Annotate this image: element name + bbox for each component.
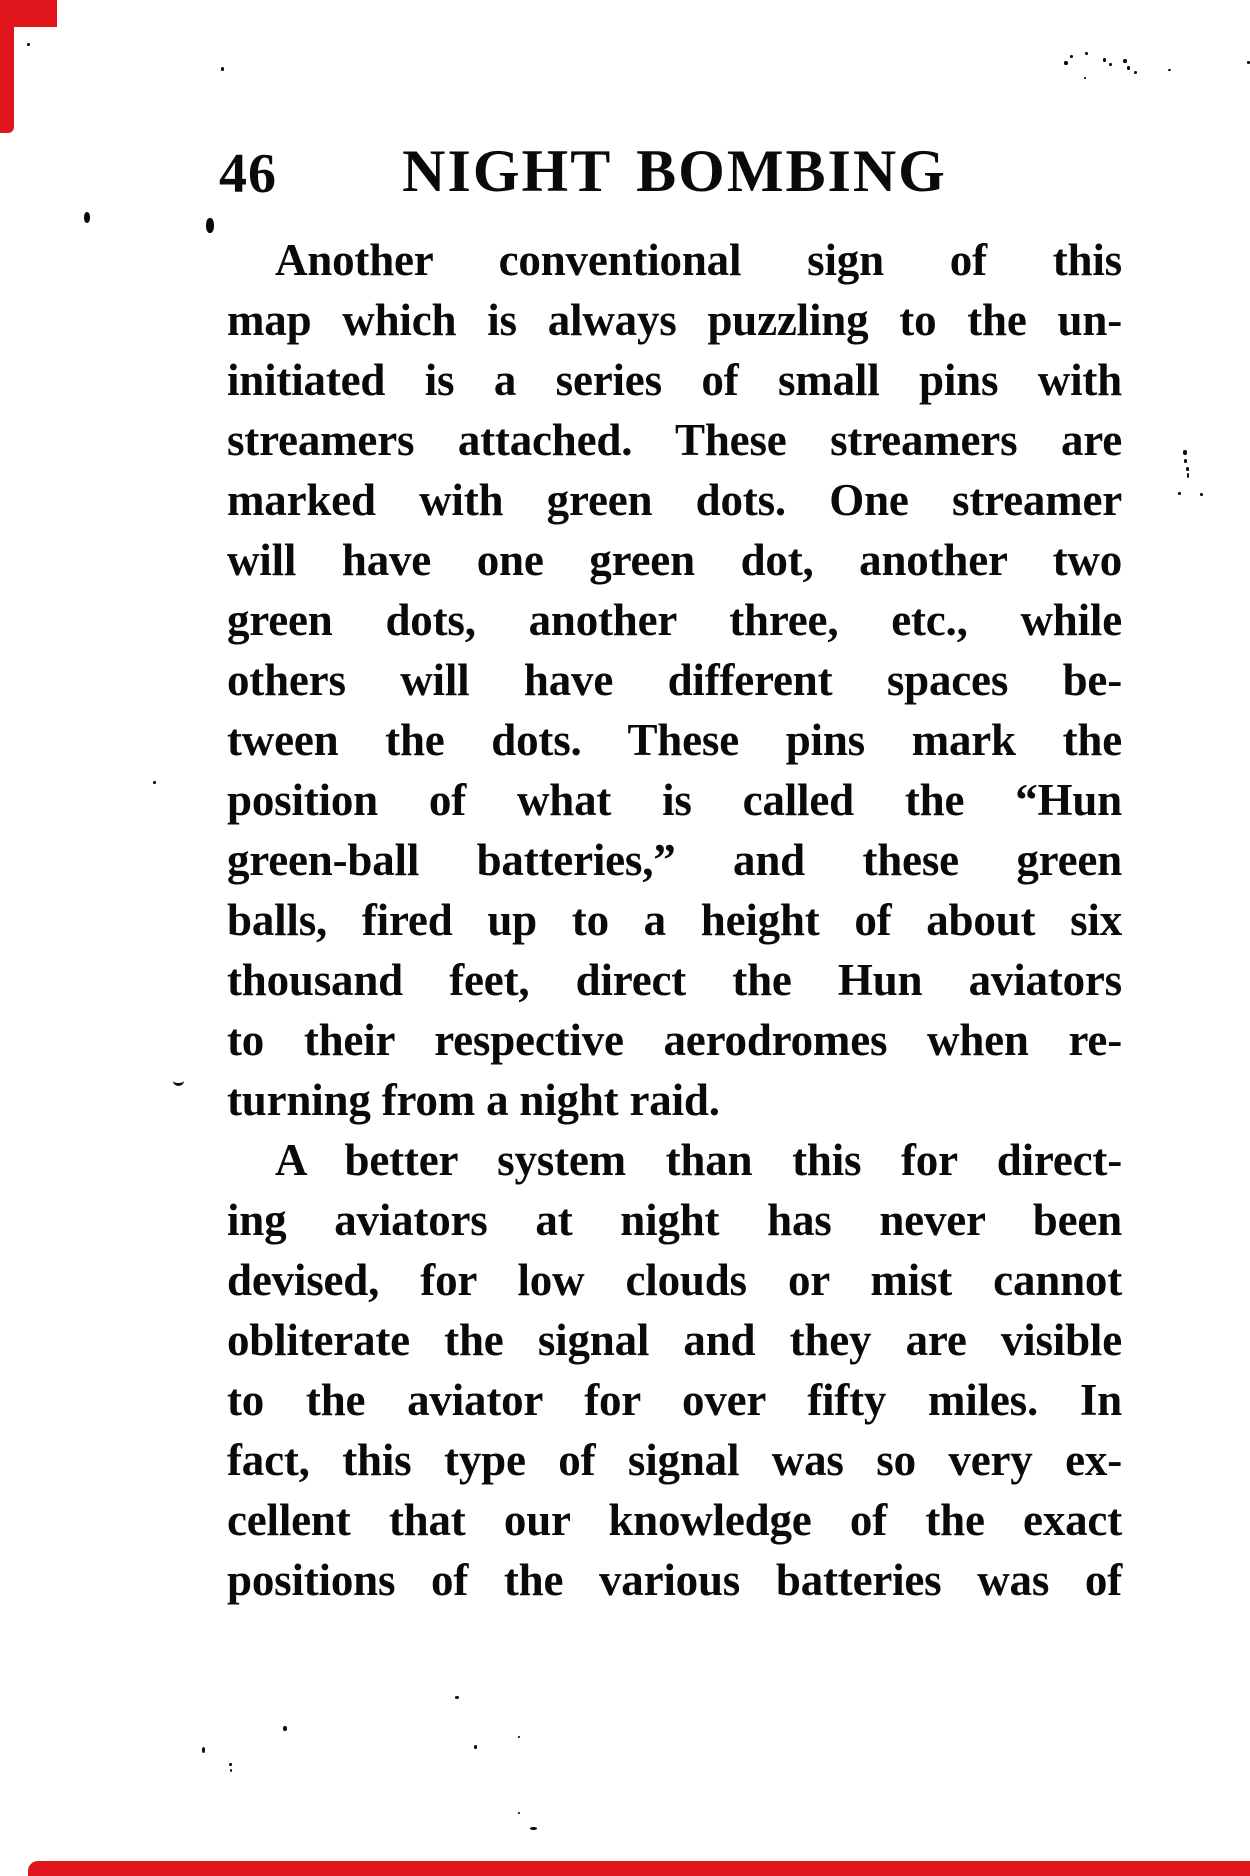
ink-speck — [1186, 467, 1189, 471]
text-line: streamers attached. These streamers are — [227, 415, 1122, 465]
ink-speck — [1134, 71, 1137, 74]
text-line: initiated is a series of small pins with — [227, 355, 1122, 405]
text-line: green-ball batteries,” and these green — [227, 835, 1122, 885]
text-line: ing aviators at night has never been — [227, 1195, 1122, 1245]
cover-edge-left — [0, 0, 14, 133]
ink-speck — [1085, 52, 1088, 55]
ink-speck — [530, 1827, 537, 1830]
text-line: balls, fired up to a height of about six — [227, 895, 1122, 945]
ink-speck — [1084, 77, 1086, 79]
ink-speck — [206, 218, 214, 233]
ink-speck — [518, 1812, 520, 1814]
ink-speck — [518, 1736, 520, 1738]
body-text — [227, 230, 1122, 1610]
ink-speck — [1123, 59, 1127, 63]
ink-speck — [153, 781, 156, 784]
text-line: map which is always puzzling to the un- — [227, 295, 1122, 345]
ink-speck — [1109, 63, 1112, 66]
text-line: position of what is called the “Hun — [227, 775, 1122, 825]
ink-speck — [1127, 66, 1130, 70]
text-line: to their respective aerodromes when re- — [227, 1015, 1122, 1065]
ink-speck — [1178, 492, 1181, 495]
ink-speck — [1187, 473, 1189, 478]
ink-speck — [1103, 58, 1106, 62]
ink-speck — [173, 1076, 184, 1086]
text-line: fact, this type of signal was so very ex- — [227, 1435, 1122, 1485]
ink-speck — [1200, 493, 1203, 496]
text-line: A better system than this for direct- — [275, 1135, 1122, 1185]
ink-speck — [455, 1696, 459, 1699]
text-line: tween the dots. These pins mark the — [227, 715, 1122, 765]
ink-speck — [1183, 450, 1187, 455]
ink-speck — [1168, 69, 1171, 71]
ink-speck — [283, 1726, 287, 1731]
page-number: 46 — [219, 143, 277, 205]
text-line: will have one green dot, another two — [227, 535, 1122, 585]
text-line: devised, for low clouds or mist cannot — [227, 1255, 1122, 1305]
cover-edge-bottom — [28, 1861, 1250, 1876]
text-line: marked with green dots. One streamer — [227, 475, 1122, 525]
ink-speck — [474, 1745, 477, 1749]
ink-speck — [1070, 55, 1073, 58]
ink-speck — [84, 212, 90, 223]
text-line: green dots, another three, etc., while — [227, 595, 1122, 645]
text-line: others will have different spaces be- — [227, 655, 1122, 705]
text-line: cellent that our knowledge of the exact — [227, 1495, 1122, 1545]
ink-speck — [229, 1763, 232, 1766]
ink-speck — [221, 67, 224, 71]
text-line: turning from a night raid. — [227, 1075, 720, 1125]
ink-speck — [1184, 459, 1187, 463]
text-line: positions of the various batteries was of — [227, 1555, 1122, 1605]
running-title: NIGHT BOMBING — [402, 138, 947, 204]
text-line: thousand feet, direct the Hun aviators — [227, 955, 1122, 1005]
text-line: obliterate the signal and they are visible — [227, 1315, 1122, 1365]
text-line: Another conventional sign of this — [275, 235, 1122, 285]
ink-speck — [230, 1769, 232, 1772]
ink-speck — [1064, 61, 1068, 65]
ink-speck — [27, 43, 30, 46]
text-line: to the aviator for over fifty miles. In — [227, 1375, 1122, 1425]
ink-speck — [202, 1747, 205, 1753]
